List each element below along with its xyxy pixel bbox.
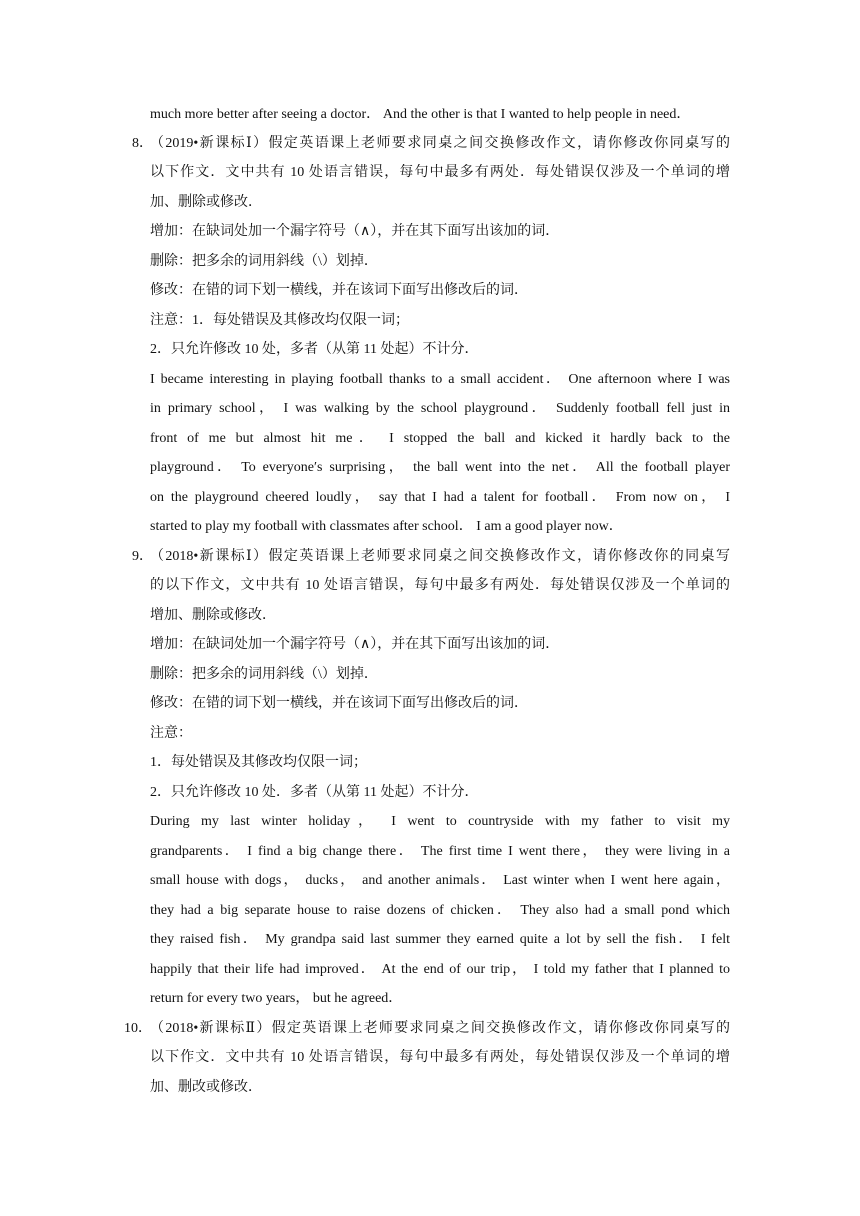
question-intro-line: （2018•新课标Ⅰ）假定英语课上老师要求同桌之间交换修改作文，请你修改你的同桌写: [150, 549, 730, 564]
instruction-modify: 修改：在错的词下划一横线，并在该词下面写出修改后的词．: [150, 696, 528, 711]
passage-line: they had a big separate house to raise dozens of chicken． They also had a small pond which: [150, 903, 730, 918]
passage-line: on the playground cheered loudly， say that I had a talent for football． From now on， I: [150, 490, 730, 505]
question-number: 8．: [132, 136, 153, 151]
passage-line: front of me but almost hit me． I stopped the ball and kicked it hardly back to the: [150, 431, 730, 446]
passage-line: they raised fish． My grandpa said last summer they earned quite a lot by sell the fish． I felt: [150, 932, 730, 947]
question-intro-line: 增加、删除或修改．: [150, 608, 276, 623]
passage-line: During my last winter holiday， I went to countryside with my father to visit my: [150, 814, 730, 829]
note-line: 注意：1．每处错误及其修改均仅限一词；: [150, 313, 409, 328]
passage-line: started to play my football with classmates after school． I am a good player now．: [150, 519, 623, 534]
instruction-modify: 修改：在错的词下划一横线，并在该词下面写出修改后的词．: [150, 283, 528, 298]
note-line: 2．只允许修改 10 处．多者（从第 11 处起）不计分．: [150, 785, 479, 800]
instruction-add: 增加：在缺词处加一个漏字符号（∧），并在其下面写出该加的词．: [150, 224, 560, 239]
note-line: 1．每处错误及其修改均仅限一词；: [150, 755, 367, 770]
question-intro-line: 加、删改或修改．: [150, 1080, 262, 1095]
instruction-add: 增加：在缺词处加一个漏字符号（∧），并在其下面写出该加的词．: [150, 637, 560, 652]
passage-line: grandparents． I find a big change there． The first time I went there， they were living in a: [150, 844, 730, 859]
question-intro-line: （2019•新课标Ⅰ）假定英语课上老师要求同桌之间交换修改作文，请你修改你同桌写的: [150, 136, 730, 151]
instruction-delete: 删除：把多余的词用斜线（\）划掉．: [150, 667, 378, 682]
passage-line: small house with dogs， ducks， and another animals． Last winter when I went here again，: [150, 873, 730, 888]
passage-line: happily that their life had improved． At the end of our trip， I told my father that I planned to: [150, 962, 730, 977]
question-intro-line: 的以下作文，文中共有 10 处语言错误，每句中最多有两处．每处错误仅涉及一个单词的: [150, 578, 730, 593]
instruction-delete: 删除：把多余的词用斜线（\）划掉．: [150, 254, 378, 269]
continued-text-line: much more better after seeing a doctor． And the other is that I wanted to help people in need．: [150, 107, 691, 122]
question-intro-line: 以下作文．文中共有 10 处语言错误，每句中最多有两处，每处错误仅涉及一个单词的增: [150, 1050, 730, 1065]
passage-line: I became interesting in playing football thanks to a small accident． One afternoon where I was: [150, 372, 730, 387]
question-intro-line: （2018•新课标Ⅱ）假定英语课上老师要求同桌之间交换修改作文，请你修改你同桌写的: [150, 1021, 730, 1036]
note-heading: 注意：: [150, 726, 192, 741]
question-number: 9．: [132, 549, 153, 564]
passage-line: return for every two years， but he agreed．: [150, 991, 403, 1006]
passage-line: in primary school， I was walking by the school playground． Suddenly football fell just in: [150, 401, 730, 416]
question-intro-line: 加、删除或修改．: [150, 195, 262, 210]
question-number: 10．: [124, 1021, 152, 1036]
passage-line: playground． To everyone′s surprising， the ball went into the net． All the football player: [150, 460, 730, 475]
question-intro-line: 以下作文．文中共有 10 处语言错误，每句中最多有两处．每处错误仅涉及一个单词的增: [150, 165, 730, 180]
note-line: 2．只允许修改 10 处，多者（从第 11 处起）不计分．: [150, 342, 479, 357]
